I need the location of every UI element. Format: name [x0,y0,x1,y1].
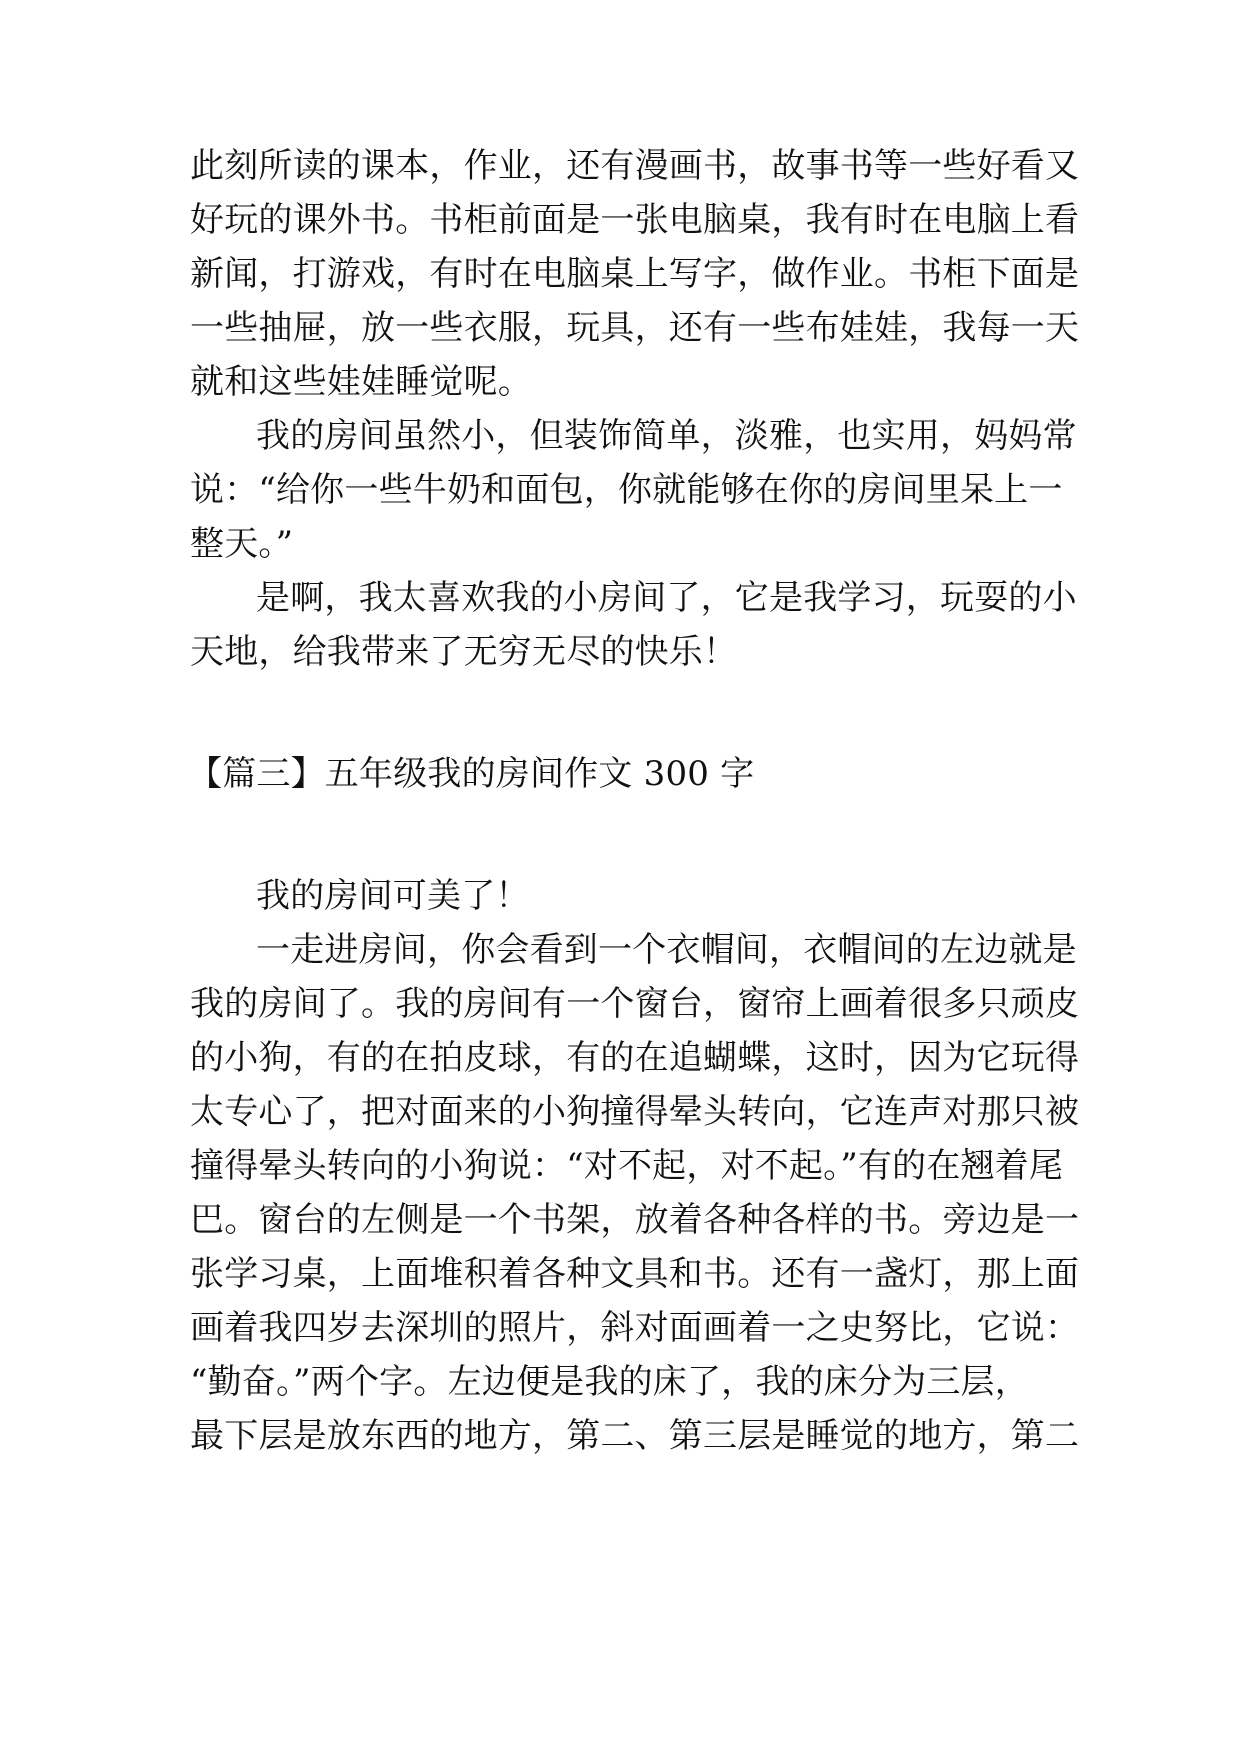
text-line: 是啊，我太喜欢我的小房间了，它是我学习，玩耍的小 [256,578,1077,618]
text-line: 巴。窗台的左侧是一个书架，放着各种各样的书。旁边是一 [190,1200,1080,1240]
text-line: 此刻所读的课本，作业，还有漫画书，故事书等一些好看又 [190,146,1080,186]
text-line: 一走进房间，你会看到一个衣帽间，衣帽间的左边就是 [256,930,1077,970]
text-line: 最下层是放东西的地方，第二、第三层是睡觉的地方，第二 [190,1416,1080,1456]
text-line: 画着我四岁去深圳的照片，斜对面画着一之史努比，它说： [190,1308,1080,1348]
text-line: 新闻，打游戏，有时在电脑桌上写字，做作业。书柜下面是 [190,254,1080,294]
text-line: 一些抽屉，放一些衣服，玩具，还有一些布娃娃，我每一天 [190,308,1080,348]
section-heading: 【篇三】五年级我的房间作文 300 字 [188,754,755,794]
text-line: 张学习桌，上面堆积着各种文具和书。还有一盏灯，那上面 [190,1254,1080,1294]
text-line: 撞得晕头转向的小狗说：“对不起，对不起。”有的在翘着尾 [190,1146,1064,1186]
text-line: 就和这些娃娃睡觉呢。 [190,362,532,402]
text-line: “勤奋。”两个字。左边便是我的床了，我的床分为三层， [190,1362,1029,1402]
text-line: 我的房间了。我的房间有一个窗台，窗帘上画着很多只顽皮 [190,984,1080,1024]
text-line: 说：“给你一些牛奶和面包，你就能够在你的房间里呆上一 [190,470,1063,510]
text-line: 天地，给我带来了无穷无尽的快乐！ [190,632,738,672]
text-line: 我的房间虽然小，但装饰简单，淡雅，也实用，妈妈常 [256,416,1077,456]
text-line: 的小狗，有的在拍皮球，有的在追蝴蝶，这时，因为它玩得 [190,1038,1080,1078]
text-line: 太专心了，把对面来的小狗撞得晕头转向，它连声对那只被 [190,1092,1080,1132]
text-line: 我的房间可美了！ [256,876,530,916]
text-line: 好玩的课外书。书柜前面是一张电脑桌，我有时在电脑上看 [190,200,1080,240]
text-line: 整天。” [190,524,294,564]
